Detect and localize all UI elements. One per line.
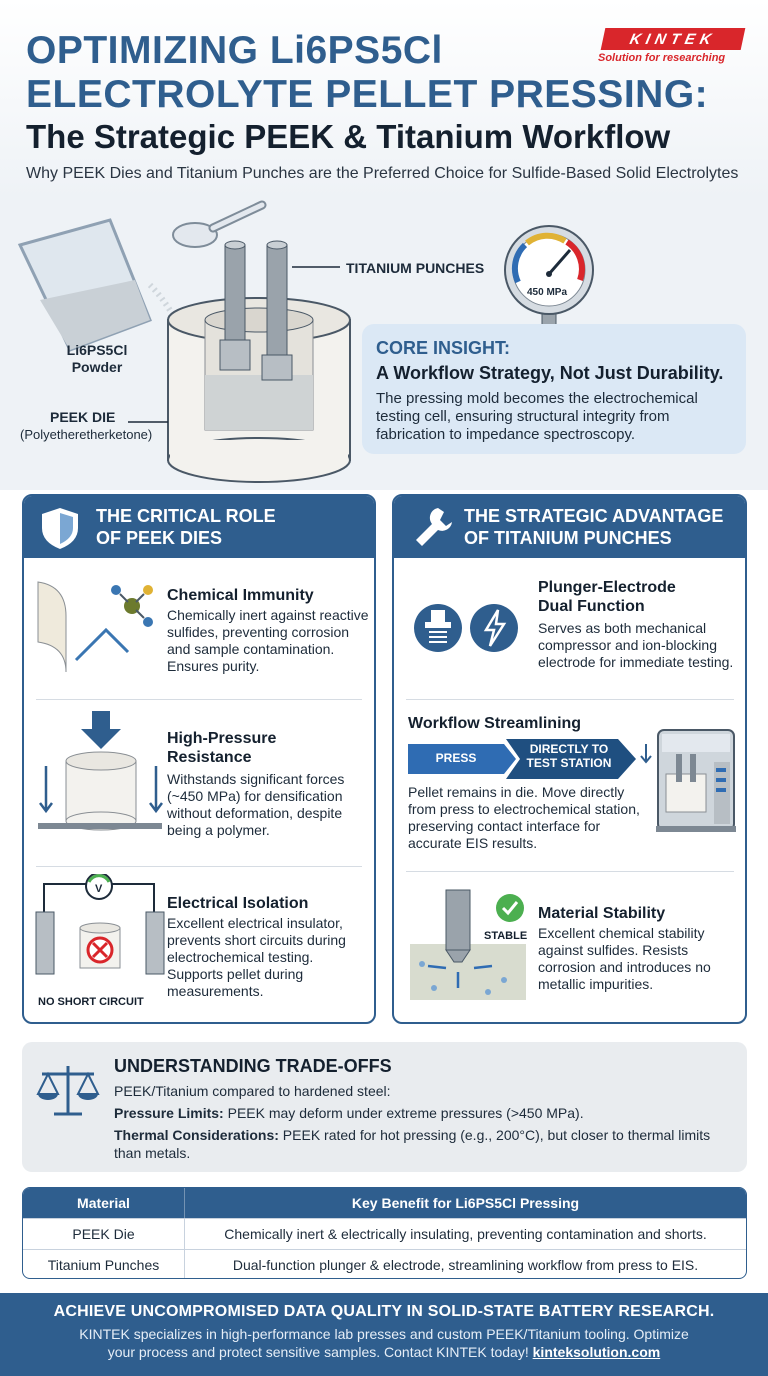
footer bbox=[0, 1293, 768, 1376]
table-row bbox=[23, 1218, 746, 1249]
test-station-arrow-label: DIRECTLY TO TEST STATION bbox=[526, 742, 612, 770]
table-cell: Dual-function plunger & electrode, streamlining workflow from press to EIS. bbox=[185, 1249, 746, 1279]
tradeoffs-intro: PEEK/Titanium compared to hardened steel: bbox=[114, 1083, 391, 1099]
titanium-item1-text: Serves as both mechanical compressor and ion-blocking electrode for immediate testing. bbox=[538, 620, 734, 670]
titanium-item1-title: Plunger-Electrode Dual Function bbox=[538, 579, 676, 615]
insight-text: The pressing mold becomes the electrochemical testing cell, ensuring structural integrity from fabrication to impedance spectroscopy. bbox=[376, 390, 698, 443]
table-cell: Titanium Punches bbox=[23, 1249, 185, 1279]
footer-text-line1: KINTEK specializes in high-performance lab presses and custom PEEK/Titanium tooling. Optimize bbox=[79, 1326, 689, 1342]
titanium-item3-text: Excellent chemical stability against sulfides. Resists corrosion and introduces no metallic impurities. bbox=[538, 925, 711, 992]
punch-label: TITANIUM PUNCHES bbox=[346, 260, 485, 276]
titanium-item2-title: Workflow Streamlining bbox=[408, 715, 582, 732]
titanium-panel bbox=[392, 494, 747, 1024]
titanium-item3-title: Material Stability bbox=[538, 905, 666, 922]
table-header-material: Material bbox=[23, 1188, 185, 1218]
peek-item1-title: Chemical Immunity bbox=[167, 587, 314, 604]
peek-item3-text: Excellent electrical insulator, prevents short circuits during electrochemical testing. Supports pellet during measurements. bbox=[167, 915, 346, 999]
peek-item3-title: Electrical Isolation bbox=[167, 895, 309, 912]
tradeoffs-heading: UNDERSTANDING TRADE-OFFS bbox=[114, 1056, 392, 1076]
table-row bbox=[23, 1249, 746, 1279]
stable-punch-icon bbox=[408, 888, 528, 1000]
divider bbox=[406, 871, 734, 872]
thermal-label: Thermal Considerations: bbox=[114, 1127, 279, 1143]
balance-scale-icon bbox=[34, 1060, 102, 1120]
insight-subheading: A Workflow Strategy, Not Just Durability. bbox=[376, 363, 724, 383]
compression-icon bbox=[36, 711, 166, 831]
footer-text-line2: your process and protect sensitive samples. Contact KINTEK today! bbox=[107, 1344, 533, 1360]
divider bbox=[36, 866, 362, 867]
no-short-circuit-badge: NO SHORT CIRCUIT bbox=[38, 996, 144, 1008]
die-sublabel: (Polyetheretherketone) bbox=[20, 427, 153, 442]
peek-heading-line2: OF PEEK DIES bbox=[96, 528, 223, 548]
tradeoffs-section bbox=[22, 1042, 747, 1172]
test-station-icon bbox=[638, 728, 738, 834]
divider bbox=[406, 699, 734, 700]
press-arrow-label: PRESS bbox=[435, 751, 477, 765]
titanium-heading-line2: OF TITANIUM PUNCHES bbox=[464, 528, 672, 548]
peek-item1-text: Chemically inert against reactive sulfides, preventing corrosion and sample contamination. Ensures purity. bbox=[167, 607, 369, 674]
shield-icon bbox=[38, 502, 90, 552]
peek-heading-line1: THE CRITICAL ROLE bbox=[96, 506, 276, 526]
thermal-text: PEEK rated for hot pressing (e.g., 200°C), but closer to thermal limits than metals. bbox=[114, 1127, 711, 1161]
subtitle: Why PEEK Dies and Titanium Punches are the Preferred Choice for Sulfide-Based Solid Electrolytes bbox=[26, 165, 739, 182]
comparison-table bbox=[22, 1187, 747, 1279]
molecule-icon bbox=[36, 576, 166, 676]
footer-heading: ACHIEVE UNCOMPROMISED DATA QUALITY IN SOLID-STATE BATTERY RESEARCH. bbox=[53, 1303, 715, 1320]
table-cell: PEEK Die bbox=[23, 1218, 185, 1249]
titanium-heading-line1: THE STRATEGIC ADVANTAGE bbox=[464, 506, 724, 526]
powder-label: Li6PS5Cl Powder bbox=[66, 342, 128, 375]
die-label: PEEK DIE bbox=[50, 409, 116, 425]
stable-badge: STABLE bbox=[484, 930, 528, 942]
meter-v: V bbox=[95, 883, 103, 895]
table-header-benefit: Key Benefit for Li6PS5Cl Pressing bbox=[185, 1188, 746, 1218]
plunger-electrode-icon bbox=[412, 574, 522, 684]
insight-heading: CORE INSIGHT: bbox=[376, 338, 511, 358]
titanium-panel-header bbox=[394, 496, 745, 558]
circuit-icon bbox=[34, 874, 168, 984]
kintek-logo[interactable] bbox=[601, 28, 746, 50]
logo-text: KINTEK bbox=[628, 30, 718, 48]
peek-die-icon bbox=[168, 298, 350, 482]
header bbox=[0, 0, 768, 200]
title-line-1: OPTIMIZING Li6PS5Cl bbox=[26, 29, 443, 72]
title-line-2: ELECTROLYTE PELLET PRESSING: bbox=[26, 73, 709, 116]
pressure-gauge-icon bbox=[505, 226, 593, 332]
scoop-icon bbox=[173, 205, 262, 247]
divider bbox=[36, 699, 362, 700]
title-line-3: The Strategic PEEK & Titanium Workflow bbox=[26, 118, 671, 155]
titanium-item2-text: Pellet remains in die. Move directly from press to electrochemical station, preserving contact interface for accurate EIS results. bbox=[408, 784, 640, 851]
peek-panel-header bbox=[24, 496, 374, 558]
wrench-icon bbox=[408, 502, 456, 552]
peek-item2-title: High-Pressure Resistance bbox=[167, 730, 277, 766]
pressure-limits-text: PEEK may deform under extreme pressures (>450 MPa). bbox=[223, 1105, 584, 1121]
pressure-limits-label: Pressure Limits: bbox=[114, 1105, 224, 1121]
gauge-label: 450 MPa bbox=[527, 287, 568, 298]
footer-link[interactable]: kinteksolution.com bbox=[532, 1344, 661, 1360]
core-insight-card bbox=[362, 324, 746, 454]
logo-tagline: Solution for researching bbox=[598, 52, 726, 64]
peek-item2-text: Withstands significant forces (~450 MPa) for densification without deformation, despite being a polymer. bbox=[167, 771, 345, 838]
table-cell: Chemically inert & electrically insulating, preventing contamination and shorts. bbox=[185, 1218, 746, 1249]
peek-panel bbox=[22, 494, 376, 1024]
